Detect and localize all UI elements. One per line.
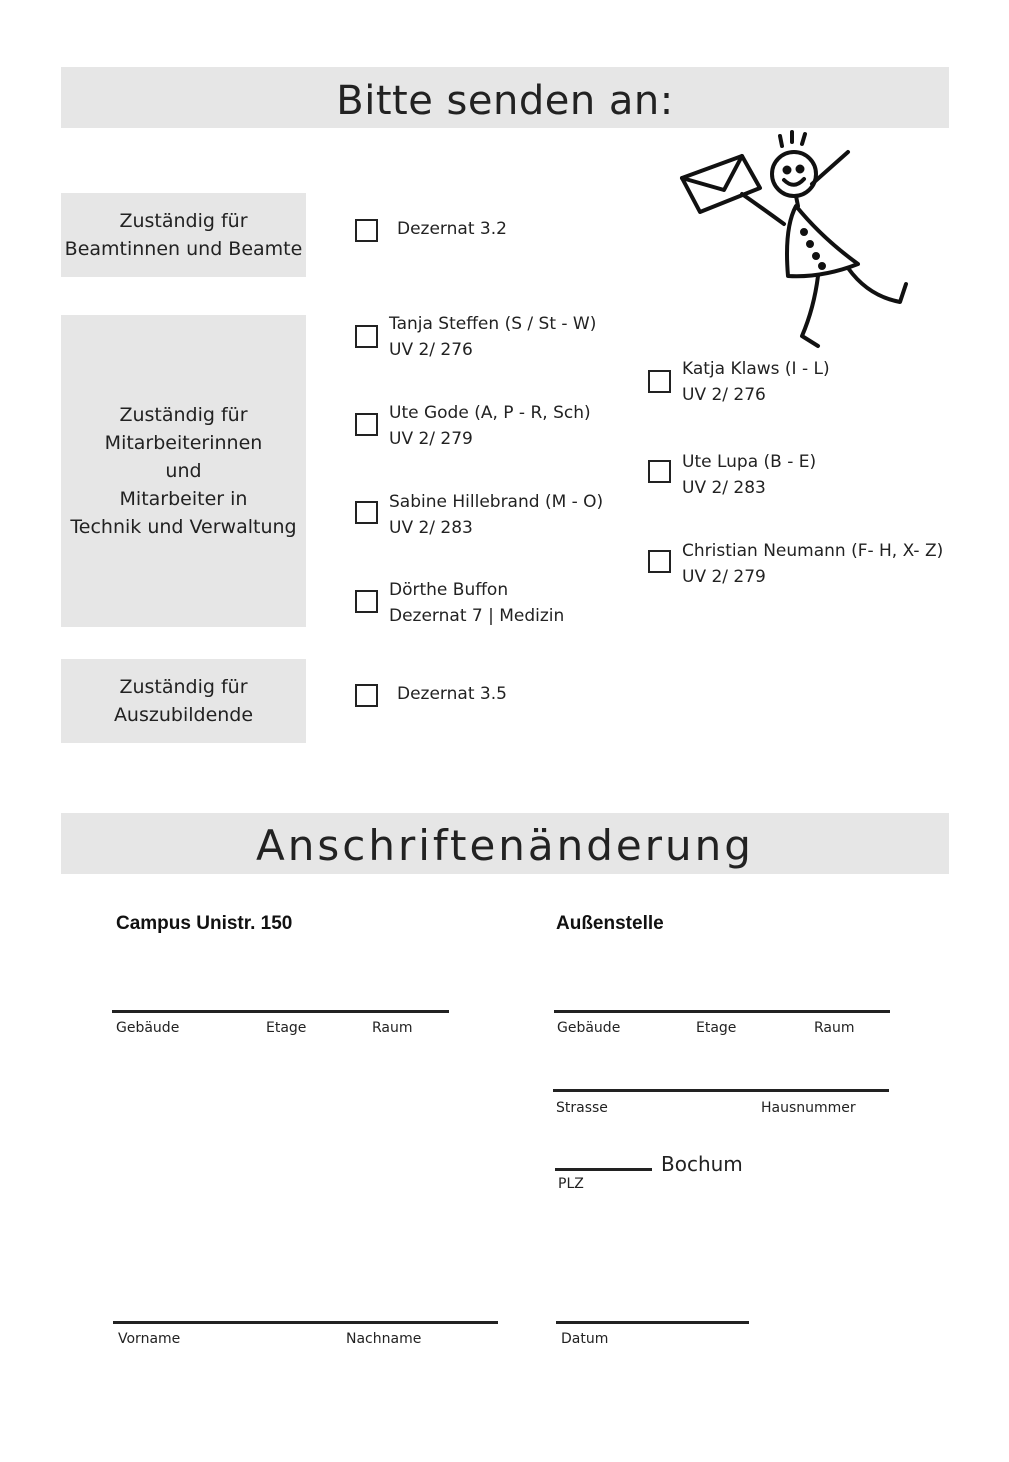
date-label: Datum: [561, 1331, 609, 1347]
option-dezernat-3-2: [397, 216, 507, 242]
option-line2: UV 2/ 283: [389, 518, 473, 538]
option-line2: UV 2/ 279: [389, 429, 473, 449]
option-line1: Dezernat 3.5: [397, 684, 507, 704]
last-name-label: Nachname: [346, 1331, 422, 1347]
category-label: Zuständig für Beamtinnen und Beamte: [64, 210, 303, 260]
option-line1: Ute Gode (A, P - R, Sch): [389, 403, 591, 423]
outpost-heading: Außenstelle: [556, 913, 664, 934]
option-dezernat-3-5: [397, 681, 507, 707]
outpost-floor-label: Etage: [696, 1020, 737, 1036]
option-line1: Christian Neumann (F- H, X- Z): [682, 541, 944, 561]
option-line1: Katja Klaws (I - L): [682, 359, 830, 379]
outpost-room-label: Raum: [814, 1020, 855, 1036]
option-ute-lupa: [682, 449, 816, 501]
category-civil-servants: [61, 193, 306, 277]
option-line2: UV 2/ 283: [682, 478, 766, 498]
house-number-label: Hausnummer: [761, 1100, 856, 1116]
category-label: Zuständig für Auszubildende: [113, 676, 254, 726]
street-line[interactable]: [553, 1089, 889, 1092]
option-line1: Tanja Steffen (S / St - W): [389, 314, 597, 334]
option-line2: UV 2/ 279: [682, 567, 766, 587]
campus-building-label: Gebäude: [116, 1020, 180, 1036]
category-label: Zuständig für Mitarbeiterinnen und Mitarbeiter in Technik und Verwaltung: [70, 404, 297, 538]
checkbox-christian-neumann[interactable]: [648, 550, 671, 573]
option-christian-neumann: [682, 538, 943, 590]
option-line1: Dörthe Buffon: [389, 580, 509, 600]
checkbox-doerthe-buffon[interactable]: [355, 590, 378, 613]
option-ute-gode: [389, 400, 591, 452]
zip-line[interactable]: [555, 1168, 652, 1171]
option-katja-klaws: [682, 356, 830, 408]
zip-label: PLZ: [558, 1176, 584, 1192]
campus-location-line[interactable]: [112, 1010, 449, 1013]
send-section-title: Bitte senden an:: [61, 67, 949, 128]
option-line1: Ute Lupa (B - E): [682, 452, 817, 472]
category-employees: [61, 315, 306, 627]
option-tanja-steffen: [389, 311, 596, 363]
option-sabine-hillebrand: [389, 489, 603, 541]
checkbox-ute-lupa[interactable]: [648, 460, 671, 483]
category-trainees: [61, 659, 306, 743]
checkbox-tanja-steffen[interactable]: [355, 325, 378, 348]
checkbox-ute-gode[interactable]: [355, 413, 378, 436]
option-line1: Sabine Hillebrand (M - O): [389, 492, 604, 512]
outpost-building-label: Gebäude: [557, 1020, 621, 1036]
campus-room-label: Raum: [372, 1020, 413, 1036]
first-name-label: Vorname: [118, 1331, 181, 1347]
checkbox-dezernat-3-5[interactable]: [355, 684, 378, 707]
stick-figure-with-letter-icon: [672, 128, 922, 360]
checkbox-dezernat-3-2[interactable]: [355, 219, 378, 242]
option-line1: Dezernat 3.2: [397, 219, 507, 239]
address-section-title: Anschriftenänderung: [61, 813, 949, 874]
option-line2: Dezernat 7 | Medizin: [389, 606, 565, 626]
campus-heading: Campus Unistr. 150: [116, 913, 293, 934]
campus-floor-label: Etage: [266, 1020, 307, 1036]
city-value: Bochum: [661, 1152, 743, 1176]
checkbox-sabine-hillebrand[interactable]: [355, 501, 378, 524]
option-doerthe-buffon: [389, 577, 564, 629]
name-line[interactable]: [113, 1321, 498, 1324]
outpost-location-line[interactable]: [554, 1010, 890, 1013]
checkbox-katja-klaws[interactable]: [648, 370, 671, 393]
option-line2: UV 2/ 276: [389, 340, 473, 360]
street-label: Strasse: [556, 1100, 608, 1116]
date-line[interactable]: [556, 1321, 749, 1324]
option-line2: UV 2/ 276: [682, 385, 766, 405]
